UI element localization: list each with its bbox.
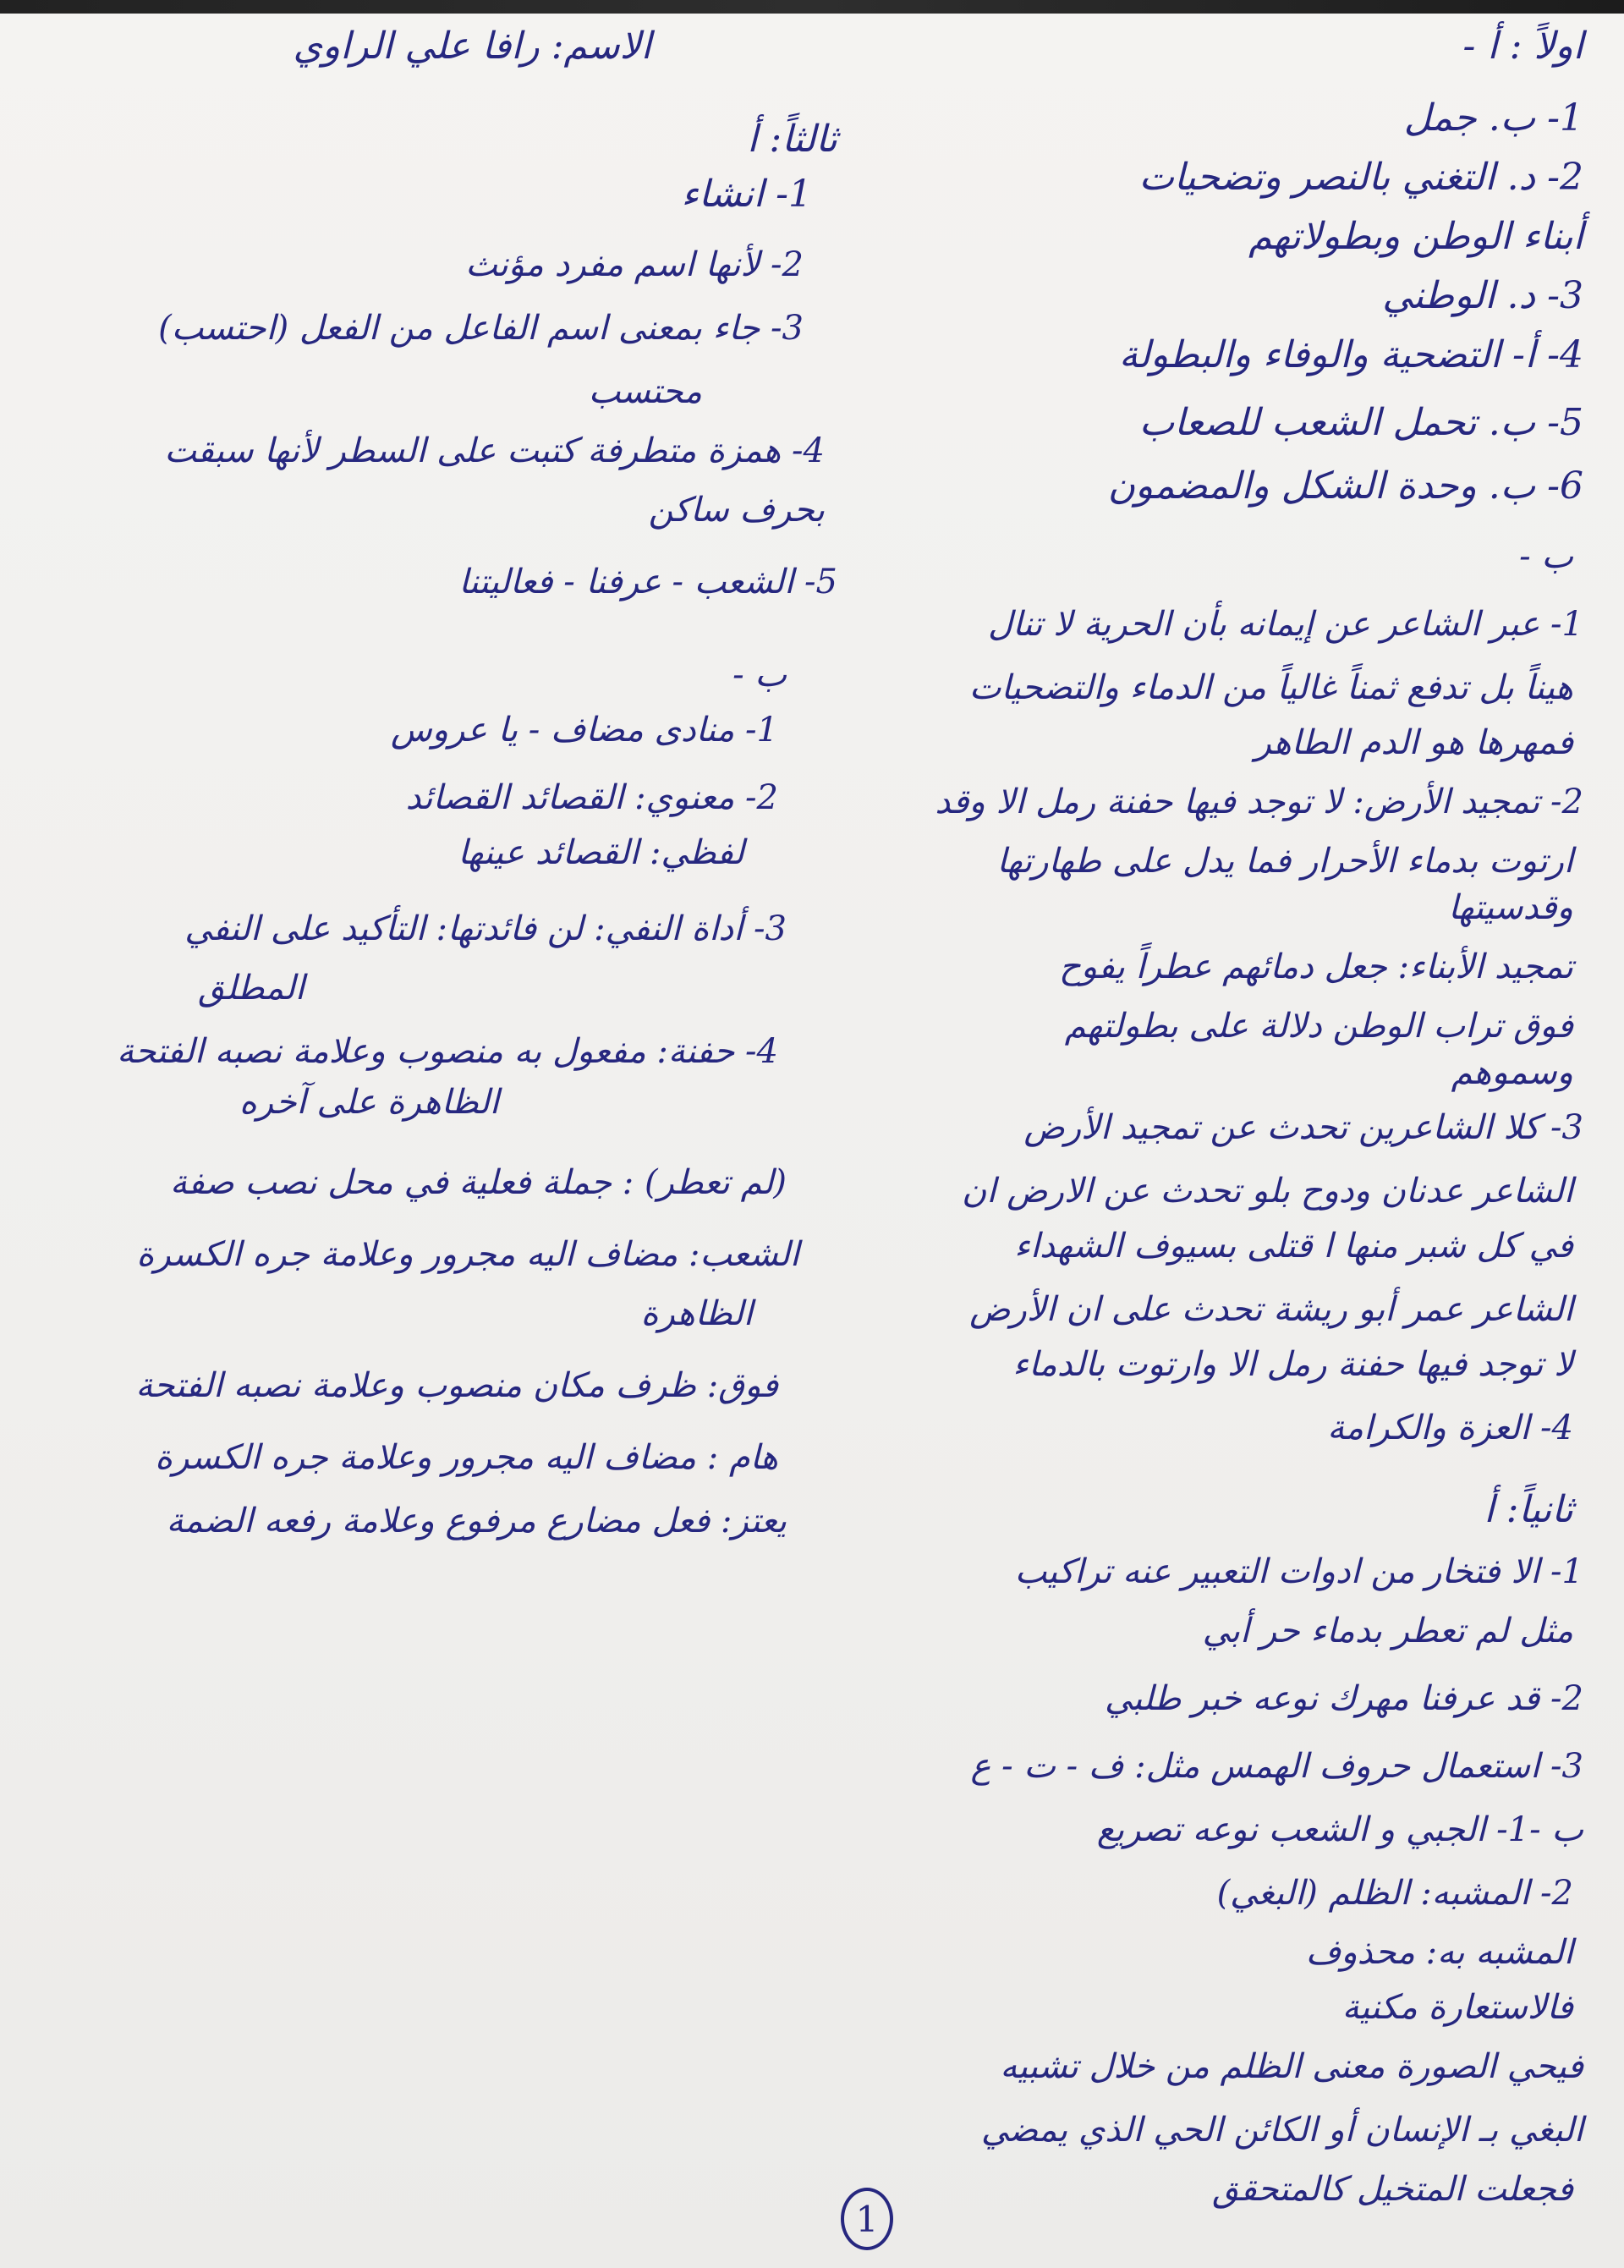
left-line: (لم تعطر) : جملة فعلية في محل نصب صفة xyxy=(170,1163,787,1202)
left-line: بحرف ساكن xyxy=(648,491,825,530)
student-name: الاسم: رافا علي الراوي xyxy=(293,25,651,68)
right-line: 2- قد عرفنا مهرك نوعه خبر طلبي xyxy=(1104,1679,1583,1718)
right-line: وقدسيتها xyxy=(1448,888,1573,927)
right-line: لا توجد فيها حفنة رمل الا وارتوت بالدماء xyxy=(1012,1345,1573,1384)
right-line: في كل شبر منها ا قتلى بسيوف الشهداء xyxy=(1014,1227,1573,1266)
left-line: 3- أداة النفي: لن فائدتها: التأكيد على النفي xyxy=(184,909,787,948)
right-line: 4- أ- التضحية والوفاء والبطولة xyxy=(1119,333,1583,376)
left-line: 1- انشاء xyxy=(681,173,812,216)
right-line: 2- المشبه: الظلم (البغي) xyxy=(1216,1874,1573,1913)
left-line: محتسب xyxy=(588,372,702,411)
right-line: 5- ب. تحمل الشعب للصعاب xyxy=(1138,401,1583,444)
left-line: 1- منادى مضاف - يا عروس xyxy=(390,711,778,750)
left-line: لفظي: القصائد عينها xyxy=(458,833,744,872)
right-line: 1- ب. جمل xyxy=(1403,96,1583,140)
left-line: يعتز: فعل مضارع مرفوع وعلامة رفعه الضمة xyxy=(166,1502,787,1540)
right-line: مثل لم تعطر بدماء حر أبي xyxy=(1202,1612,1573,1650)
right-line: 4- العزة والكرامة xyxy=(1327,1409,1573,1447)
right-line: ب -1- الجبي و الشعب نوعه تصريع xyxy=(1096,1810,1583,1849)
right-line: 3- استعمال حروف الهمس مثل: ف - ت - ع xyxy=(970,1747,1583,1786)
left-line: 3- جاء بمعنى اسم الفاعل من الفعل (احتسب) xyxy=(158,309,804,348)
right-line: أبناء الوطن وبطولاتهم xyxy=(1248,215,1583,258)
right-line: فمهرها هو الدم الطاهر xyxy=(1254,723,1573,762)
left-line: 4- حفنة: مفعول به منصوب وعلامة نصبه الفتحة xyxy=(117,1032,778,1071)
right-line: 2- د. التغني بالنصر وتضحيات xyxy=(1138,156,1583,199)
right-line: 3- كلا الشاعرين تحدث عن تمجيد الأرض xyxy=(1023,1108,1583,1147)
right-line: 2- تمجيد الأرض: لا توجد فيها حفنة رمل الا وقد xyxy=(935,783,1583,821)
section-first-heading: اولاً : أ - xyxy=(1462,25,1583,68)
right-line: فالاستعارة مكنية xyxy=(1341,1988,1573,2027)
left-line: فوق: ظرف مكان منصوب وعلامة نصبه الفتحة xyxy=(135,1366,778,1405)
left-subsection-b: ب - xyxy=(732,656,787,695)
right-line: 6- ب. وحدة الشكل والمضمون xyxy=(1107,464,1583,508)
left-line: 4- همزة متطرفة كتبت على السطر لأنها سبقت xyxy=(164,431,825,470)
left-line: 2- لأنها اسم مفرد مؤنث xyxy=(465,245,804,284)
right-line: الشاعر عمر أبو ريشة تحدث على ان الأرض xyxy=(969,1290,1573,1329)
left-line: 2- معنوي: القصائد القصائد xyxy=(405,778,778,817)
left-line: الشعب: مضاف اليه مجرور وعلامة جره الكسرة xyxy=(136,1235,799,1274)
left-line: الظاهرة على آخره xyxy=(239,1083,499,1122)
page-number-circled: 1 xyxy=(841,2188,893,2250)
right-line: تمجيد الأبناء: جعل دمائهم عطراً يفوح xyxy=(1059,947,1573,986)
section-third-heading: ثالثاً: أ xyxy=(747,118,837,161)
left-line: هام : مضاف اليه مجرور وعلامة جره الكسرة xyxy=(155,1438,778,1477)
right-line: الشاعر عدنان ودوح بلو تحدث عن الارض ان xyxy=(962,1172,1573,1211)
left-line: 5- الشعب - عرفنا - فعاليتنا xyxy=(458,563,837,601)
section-second-heading: ثانياً: أ xyxy=(1484,1488,1573,1531)
right-line: وسموهم xyxy=(1451,1053,1573,1092)
right-line: 3- د. الوطني xyxy=(1382,274,1583,317)
right-line: هيناً بل تدفع ثمناً غالياً من الدماء والتضحيات xyxy=(968,668,1573,707)
scan-top-edge xyxy=(0,0,1624,14)
right-line: ارتوت بدماء الأحرار فما يدل على طهارتها xyxy=(996,842,1573,881)
right-line: المشبه به: محذوف xyxy=(1305,1933,1573,1972)
right-line: 1- عبر الشاعر عن إيمانه بأن الحرية لا تنال xyxy=(988,605,1583,644)
right-subsection-b: ب - xyxy=(1519,537,1573,576)
right-line: فجعلت المتخيل كالمتحقق xyxy=(1212,2170,1573,2209)
left-line: المطلق xyxy=(198,969,304,1008)
right-line: فيحي الصورة معنى الظلم من خلال تشبيه xyxy=(1000,2047,1583,2086)
right-line: فوق تراب الوطن دلالة على بطولتهم xyxy=(1064,1007,1573,1046)
right-line: البغي بـ الإنسان أو الكائن الحي الذي يمضي xyxy=(980,2111,1583,2150)
right-line: 1- الا فتخار من ادوات التعبير عنه تراكيب xyxy=(1014,1552,1583,1591)
left-line: الظاهرة xyxy=(640,1294,753,1333)
